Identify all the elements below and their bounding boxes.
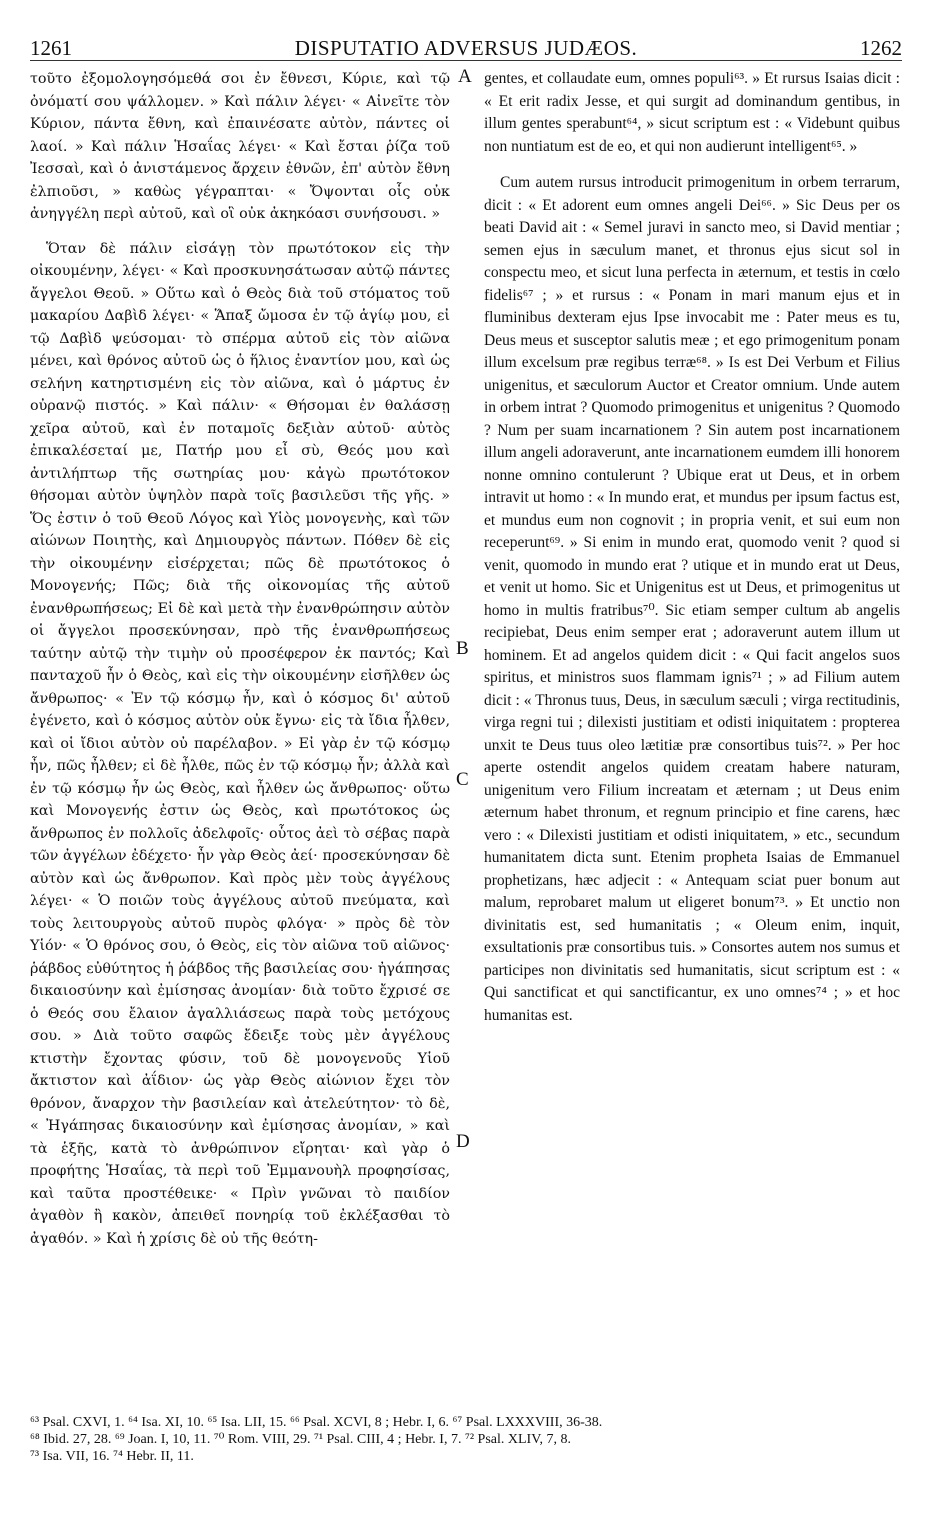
margin-letter-a: A — [458, 66, 472, 87]
margin-letter-d: D — [456, 1131, 470, 1152]
footnotes — [30, 1414, 902, 1465]
margin-letter-b: B — [456, 638, 469, 659]
greek-text-column — [30, 68, 450, 1250]
footnote-line-2: ⁶⁸ Ibid. 27, 28. ⁶⁹ Joan. I, 10, 11. ⁷⁰ Rom. VIII, 29. ⁷¹ Psal. CIII, 4 ; Hebr. I, 7. ⁷² Psal. XLIV, 7, 8. — [30, 1432, 571, 1447]
latin-text-column — [484, 68, 900, 1027]
footnote-line-3: ⁷³ Isa. VII, 16. ⁷⁴ Hebr. II, 11. — [30, 1449, 194, 1464]
margin-letter-c: C — [456, 769, 469, 790]
running-title: DISPUTATIO ADVERSUS JUDÆOS. — [294, 36, 638, 60]
greek-paragraph-2: Ὅταν δὲ πάλιν εἰσάγῃ τὸν πρωτότοκον εἰς τὴν οἰκουμένην, λέγει· « Καὶ προσκυνησάτωσαν αὐτῷ πάντες ἄγγελοι Θεοῦ. » Οὕτω καὶ ὁ Θεὸς διὰ τοῦ στόματος τοῦ μακαρίου Δαβὶδ λέγει· « Ἅπαξ ὤμοσα ἐν τῷ ἁγίῳ μου, εἰ τῷ Δαβὶδ ψεύσομαι· τὸ σπέρμα αὐτοῦ εἰς τὸν αἰῶνα μένει, καὶ θρόνος αὐτοῦ ὡς ὁ ἥλιος ἐναντίον μου, καὶ ὡς σελήνη κατηρτισμένη εἰς τὸν αἰῶνα, καὶ ὁ μάρτυς ἐν οὐρανῷ πιστός. » Καὶ πάλιν· « Θήσομαι ἐν θαλάσσῃ χεῖρα αὐτοῦ, καὶ ἐν ποταμοῖς δεξιὰν αὐτοῦ· αὐτὸς ἐπικαλέσεταί με, Πατήρ μου εἶ σὺ, Θεός μου καὶ ἀντιλήπτωρ τῆς σωτηρίας μου· κἀγὼ πρωτότοκον θήσομαι αὐτὸν ὑψηλὸν παρὰ τοῖς βασιλεῦσι τῆς γῆς. » Ὅς ἐστιν ὁ τοῦ Θεοῦ Λόγος καὶ Υἱὸς μονογενὴς, καὶ τῶν αἰώνων Ποιητὴς, καὶ Δημιουργὸς πάντων. Πόθεν δὲ εἰς τὴν οἰκουμένην εἰσέρχεται; πῶς δὲ πρωτότοκος ὁ Μονογενής; Πῶς; διὰ τῆς οἰκονομίας τῆς αὐτοῦ ἐνανθρωπήσεως; Εἰ δὲ καὶ μετὰ τὴν ἐνανθρώπησιν αὐτὸν οἱ ἄγγελοι προσεκύνησαν, πρὸ τῆς ἐνανθρωπήσεως ταύτην αὐτῷ τὴν τιμὴν οὐ προσέφερον ἐκ παντός; Καὶ πανταχοῦ ἦν ὁ Θεὸς, καὶ εἰς τὴν οἰκουμένην εἰσῆλθεν ὡς ἄνθρωπος· « Ἐν τῷ κόσμῳ ἦν, καὶ ὁ κόσμος δι' αὐτοῦ ἐγένετο, καὶ ὁ κόσμος αὐτὸν οὐκ ἔγνω· εἰς τὰ ἴδια ἦλθεν, καὶ οἱ ἴδιοι αὐτὸν οὐ παρέλαβον. » Εἰ γὰρ ἐν τῷ κόσμῳ ἦν, πῶς ἦλθεν; εἰ δὲ ἦλθε, πῶς ἐν τῷ κόσμῳ ἦν; ἀλλὰ καὶ ἐν τῷ κόσμῳ ἦν ὡς Θεὸς, καὶ ἦλθεν ὡς ἄνθρωπος· οὕτω καὶ Μονογενής ἐστιν ὡς Θεὸς, καὶ πρωτότοκος ὡς ἄνθρωπος ἐν πολλοῖς ἀδελφοῖς· οὗτος ἀεὶ τὸ σέβας παρὰ τῶν ἀγγέλων ἐδέχετο· ἦν γὰρ Θεὸς ἀεί· προσεκύνησαν δὲ αὐτὸν καὶ ὡς ἄνθρωπον. Καὶ πρὸς μὲν τοὺς ἀγγέλους λέγει· « Ὁ ποιῶν τοὺς ἀγγέλους αὐτοῦ πνεύματα, καὶ τοὺς λειτουργοὺς αὐτοῦ πυρὸς φλόγα· » πρὸς δὲ τὸν Υἱόν· « Ὁ θρόνος σου, ὁ Θεὸς, εἰς τὸν αἰῶνα τοῦ αἰῶνος· ῥάβδος εὐθύτητος ἡ ῥάβδος τῆς βασιλείας σου· ἠγάπησας δικαιοσύνην καὶ ἐμίσησας ἀνομίαν· διὰ τοῦτο ἔχρισέ σε ὁ Θεός σου ἔλαιον ἀγαλλιάσεως παρὰ τοὺς μετόχους σου. » Διὰ τοῦτο σαφῶς ἔδειξε τοὺς μὲν ἀγγέλους κτιστὴν ἔχοντας φύσιν, τοῦ δὲ μονογενοῦς Υἱοῦ ἄκτιστον καὶ ἀΐδιον· ὡς γὰρ Θεὸς αἰώνιον ἔχει τὸν θρόνον, ἄναρχον τὴν βασιλείαν καὶ ἀτελεύτητον· τὸ δὲ, « Ἠγάπησας δικαιοσύνην καὶ ἐμίσησας ἀνομίαν, » καὶ τὰ ἑξῆς, κατὰ τὸ ἀνθρώπινον εἴρηται· καὶ γὰρ ὁ προφήτης Ἡσαΐας, τὰ περὶ τοῦ Ἐμμανουὴλ προφησίσας, καὶ ταῦτα προστέθεικε· « Πρὶν γνῶναι τὸ παιδίον ἀγαθὸν ἢ κακὸν, ἀπειθεῖ πονηρίᾳ τοῦ ἐκλέξασθαι τὸ ἀγαθόν. » Καὶ ἡ χρίσις δὲ οὐ τῆς θεότη- — [30, 240, 450, 1247]
running-header — [30, 36, 902, 61]
greek-paragraph-1: τοῦτο ἐξομολογησόμεθά σοι ἐν ἔθνεσι, Κύριε, καὶ τῷ ὀνόματί σου ψάλλομεν. » Καὶ πάλιν λέγει· « Αἰνεῖτε τὸν Κύριον, πάντα ἔθνη, καὶ ἐπαινέσατε αὐτὸν, πάντες οἱ λαοί. » Καὶ πάλιν Ἡσαΐας λέγει· « Καὶ ἔσται ῥίζα τοῦ Ἰεσσαὶ, καὶ ὁ ἀνιστάμενος ἄρχειν ἐθνῶν, ἐπ' αὐτὸν ἔθνη ἐλπιοῦσι, » καθὼς γέγραπται· « Ὄψονται οἷς οὐκ ἀνηγγέλη περὶ αὐτοῦ, καὶ οἳ οὐκ ἀκηκόασι συνήσουσι. » — [30, 71, 450, 222]
page-number-right: 1262 — [860, 36, 902, 60]
footnote-line-1: ⁶³ Psal. CXVI, 1. ⁶⁴ Isa. XI, 10. ⁶⁵ Isa. LII, 15. ⁶⁶ Psal. XCVI, 8 ; Hebr. I, 6. ⁶⁷ Psal. LXXXVIII, 36-38. — [30, 1415, 603, 1430]
latin-paragraph-1: gentes, et collaudate eum, omnes populi⁶³. » Et rursus Isaias dicit : « Et erit radix Jesse, et qui surgit ad dominandum gentibus, in illum gentes sperabunt⁶⁴, » sicut scriptum est : « Videbunt quibus non nuntiatum est de eo, et qui non audierunt intelligent⁶⁵. » — [484, 70, 900, 155]
latin-paragraph-2: Cum autem rursus introducit primogenitum in orbem terrarum, dicit : « Et adorent eum omnes angeli Dei⁶⁶. » Sic Deus per os beati David ait : « Semel juravi in sancto meo, si David mentiar ; semen ejus in sæculum manet, et thronus ejus sicut sol in conspectu meo, et sicut luna perfecta in æternum, et testis in cœlo fidelis⁶⁷ ; » et rursus : « Ponam in mari manum ejus et in fluminibus dexteram ejus Ipse invocabit me : Pater meus es tu, Deus meus et susceptor salutis meæ ; et ego primogenitum ponam illum excelsum præ regibus terræ⁶⁸. » Is est Dei Verbum et Filius unigenitus, et sæculorum Auctor et Creator omnium. Unde autem in orbem intrat ? Quomodo primogenitus et unigenitus ? Quomodo ? Num per suam incarnationem ? Sin autem post incarnationem illum angeli adoraverunt, ante incarnationem eumdem illi honorem nonne omnino contulerunt ? Ubique erat ut Deus, et in orbem intravit ut homo : « In mundo erat, et mundus per ipsum factus est, et mundus eum non cognovit ; in propria venit, et sui eum non receperunt⁶⁹. » Si enim in mundo erat, quomodo venit ? quod si venit, quomodo in mundo erat ? utique et in mundo erat ut Deus, et venit ut homo. Sic et Unigenitus est ut Deus, et primogenitus ut homo in multis fratribus⁷⁰. Sic etiam semper cultum ab angelis recipiebat, Deus enim semper erat ; adoraverunt autem illum ut hominem. Et ad angelos quidem dicit : « Qui facit angelos suos spiritus, et ministros suos flammam ignis⁷¹ ; » ad Filium autem dicit : « Thronus tuus, Deus, in sæculum sæculi ; virga rectitudinis, virga regni tui ; dilexisti justitiam et odisti iniquitatem : propterea unxit te Deus tuus oleo lætitiæ præ consortibus tuis⁷². » Per hoc aperte ostendit angelos quidem creatam habere naturam, unigenitum vero Filium increatam et æternam ; ut Deus enim æternum habet thronum, et regnum principio et fine carens, hæc vero : « Dilexisti justitiam et odisti iniquitatem, » etc., secundum humanitatem dicta sunt. Etenim propheta Isaias de Emmanuel prophetizans, hæc adjecit : « Antequam sciat puer bonum aut malum, reprobaret malum ut eligeret bonum⁷³. » Et unctio non divinitatis est, sed humanitatis ; « Oleum enim, inquit, exsultationis præ consortibus tuis. » Consortes autem nos sumus et participes non divinitatis sed humanitatis, sicut scriptum est : « Qui sanctificat et qui sanctificantur, ex uno omnes⁷⁴ ; » et hoc humanitas est. — [484, 174, 900, 1024]
page-number-left: 1261 — [30, 36, 72, 60]
